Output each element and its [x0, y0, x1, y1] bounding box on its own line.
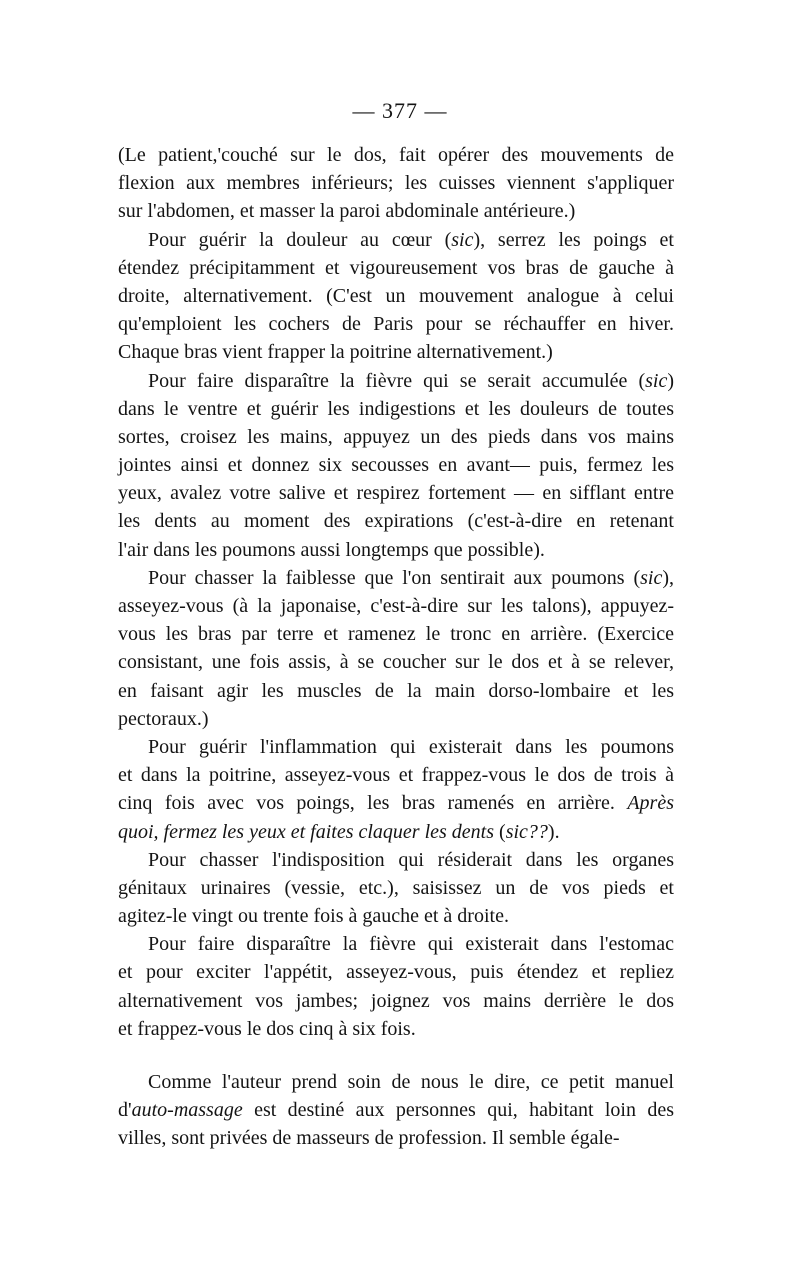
italic-run: Après — [627, 792, 674, 815]
text-run: pectoraux.) — [118, 707, 209, 730]
text-run: génitaux urinaires (vessie, etc.), saisissez un de vos pieds et — [118, 876, 674, 899]
text-run: et frappez-vous le dos cinq à six fois. — [118, 1017, 416, 1040]
text-run: Pour guérir la douleur au cœur ( — [148, 228, 452, 251]
text-line — [118, 1096, 674, 1124]
text-line — [118, 592, 674, 620]
text-line — [118, 874, 674, 902]
text-run: et pour exciter l'appétit, asseyez-vous, puis étendez et repliez — [118, 961, 674, 984]
text-line — [118, 254, 674, 282]
text-run: les dents au moment des expirations (c'est-à-dire en retenant — [118, 510, 674, 533]
text-line — [118, 1015, 674, 1043]
text-run: consistant, une fois assis, à se coucher sur le dos et à se relever, — [118, 651, 674, 674]
text-run: asseyez-vous (à la japonaise, c'est-à-dire sur les talons), appuyez- — [118, 595, 674, 617]
text-run: est destiné aux personnes qui, habitant loin des — [242, 1099, 674, 1122]
italic-run: auto-massage — [131, 1099, 243, 1122]
text-line — [118, 197, 674, 225]
text-line — [118, 761, 674, 789]
text-run: Pour faire disparaître la fièvre qui existerait dans l'estomac — [148, 933, 674, 956]
text-line — [118, 789, 674, 817]
italic-run: sic?? — [505, 820, 548, 843]
text-run: sur l'abdomen, et masser la paroi abdominale antérieure.) — [118, 200, 576, 223]
text-line — [118, 282, 674, 310]
text-line — [118, 1124, 674, 1152]
text-line — [118, 902, 674, 930]
text-line — [118, 536, 674, 564]
text-run: agitez-le vingt ou trente fois à gauche et à droite. — [118, 905, 509, 928]
text-run: qu'emploient les cochers de Paris pour se réchauffer en hiver. — [118, 313, 674, 336]
text-run: dans le ventre et guérir les indigestions et les douleurs de toutes — [118, 397, 674, 420]
text-run: Chaque bras vient frapper la poitrine alternativement.) — [118, 341, 553, 364]
text-line — [118, 705, 674, 733]
italic-run: sic — [645, 369, 668, 392]
text-line — [118, 677, 674, 705]
text-run: d' — [118, 1099, 132, 1122]
text-run: en faisant agir les muscles de la main dorso-lombaire et les — [118, 679, 674, 702]
text-line — [118, 338, 674, 366]
text-run: cinq fois avec vos poings, les bras ramenés en arrière. — [118, 792, 628, 815]
text-line — [118, 620, 674, 648]
text-run: sortes, croisez les mains, appuyez un des pieds dans vos mains — [118, 425, 674, 448]
text-run: ( — [494, 820, 506, 843]
text-line — [118, 423, 674, 451]
text-line — [118, 310, 674, 338]
italic-run: quoi, fermez les yeux et faites claquer les dents — [118, 820, 495, 843]
text-run: jointes ainsi et donnez six secousses en avant— puis, fermez les — [118, 454, 674, 477]
text-line — [118, 648, 674, 676]
text-line — [118, 564, 674, 592]
text-line — [118, 958, 674, 986]
text-run: Pour chasser la faiblesse que l'on sentirait aux poumons ( — [148, 566, 641, 589]
text-run: étendez précipitamment et vigoureusement vos bras de gauche à — [118, 256, 674, 279]
text-line — [118, 733, 674, 761]
text-line — [118, 930, 674, 958]
text-run: ) — [667, 369, 674, 392]
text-line — [118, 367, 674, 395]
text-run: yeux, avalez votre salive et respirez fortement — en sifflant entre — [118, 482, 674, 505]
text-run: alternativement vos jambes; joignez vos mains derrière le dos — [118, 989, 674, 1012]
text-run: l'air dans les poumons aussi longtemps que possible). — [118, 538, 545, 561]
text-run: Pour chasser l'indisposition qui résiderait dans les organes — [148, 848, 674, 871]
italic-run: sic — [451, 228, 474, 251]
text-run: vous les bras par terre et ramenez le tronc en arrière. (Exercice — [118, 623, 674, 646]
text-line — [118, 479, 674, 507]
text-line — [118, 226, 674, 254]
text-line — [118, 451, 674, 479]
text-run: villes, sont privées de masseurs de profession. Il semble égale- — [118, 1127, 620, 1150]
body-text — [118, 141, 674, 1153]
text-run: Comme l'auteur prend soin de nous le dire, ce petit manuel — [148, 1071, 674, 1093]
text-run: ). — [547, 820, 560, 843]
text-line — [118, 507, 674, 535]
text-line — [118, 818, 674, 846]
text-run: Pour faire disparaître la fièvre qui se serait accumulée ( — [148, 369, 646, 392]
text-run: et dans la poitrine, asseyez-vous et frappez-vous le dos de trois à — [118, 764, 674, 787]
text-line — [118, 987, 674, 1015]
text-line — [118, 1068, 674, 1096]
text-run: (Le patient,'couché sur le dos, fait opérer des mouvements de — [118, 144, 674, 166]
text-line — [118, 395, 674, 423]
text-line — [118, 169, 674, 197]
text-run: droite, alternativement. (C'est un mouvement analogue à celui — [118, 284, 674, 307]
italic-run: sic — [640, 566, 663, 589]
text-line — [118, 141, 674, 169]
text-run: ), — [662, 566, 674, 589]
text-run: ), serrez les poings et — [473, 228, 674, 251]
text-run: Pour guérir l'inflammation qui existerait dans les poumons — [148, 735, 674, 758]
text-run: flexion aux membres inférieurs; les cuisses viennent s'appliquer — [118, 172, 674, 195]
text-line — [118, 846, 674, 874]
page-number: — 377 — — [352, 98, 448, 123]
